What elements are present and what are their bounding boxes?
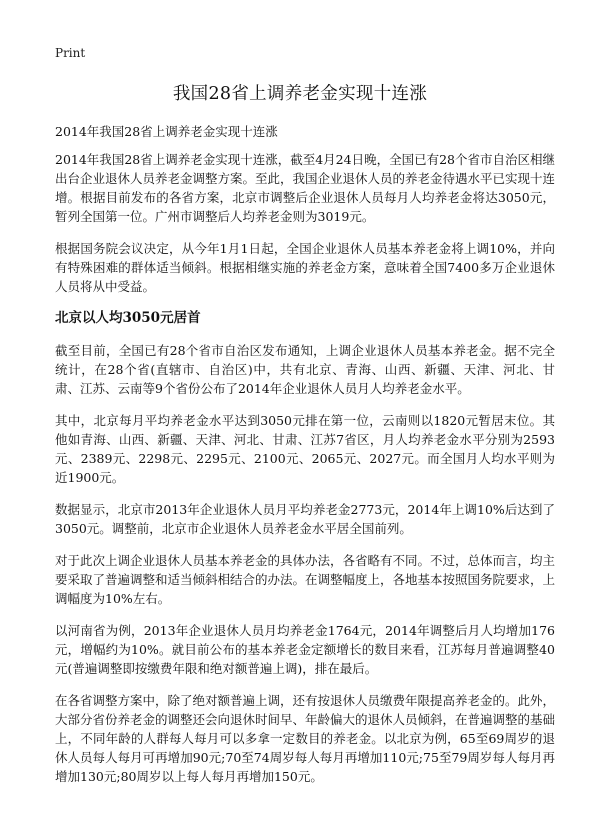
article-title: 我国28省上调养老金实现十连涨 xyxy=(172,84,428,104)
paragraph-section-6: 在各省调整方案中，除了绝对额普遍上调，还有按退休人员缴费年限提高养老金的。此外，大部分省份养老金的调整还会向退休时间早、年龄偏大的退休人员倾斜，在普遍调整的基础上，不同年龄的人群每人每月可以多拿一定数目的养老金。以北京为例，65至69周岁的退休人员每人每月可再增加90元;70至74周岁每人每月再增加110元;75至79周岁每人每月再增加130元;80周岁以上每人每月再增加150元。 xyxy=(55,693,556,784)
section-heading: 北京以人均3050元居首 xyxy=(55,310,201,326)
paragraph-section-3: 数据显示，北京市2013年企业退休人员月平均养老金2773元，2014年上调10%后达到了3050元。调整前，北京市企业退休人员养老金水平居全国前列。 xyxy=(55,502,555,536)
paragraph-section-2: 其中，北京每月平均养老金水平达到3050元排在第一位，云南则以1820元暂居末位。其他如青海、山西、新疆、天津、河北、甘肃、江苏7省区，月人均养老金水平分别为2593元、2389元、2298元、2295元、2100元、2065元、2027元。而全国月人均水平则为近1900元。 xyxy=(55,413,555,485)
paragraph-policy: 根据国务院会议决定，从今年1月1日起，全国企业退休人员基本养老金将上调10%，并向有特殊困难的群体适当倾斜。根据相继实施的养老金方案，意味着全国7400多万企业退休人员将从中受益。 xyxy=(55,241,555,294)
article-body xyxy=(55,150,555,799)
paragraph-intro: 2014年我国28省上调养老金实现十连涨，截至4月24日晚，全国已有28个省市自治区相继出台企业退休人员养老金调整方案。至此，我国企业退休人员的养老金待遇水平已实现十连增。根据目前发布的各省方案，北京市调整后企业退休人员每月人均养老金将达3050元，暂列全国第一位。广州市调整后人均养老金则为3019元。 xyxy=(55,152,556,224)
paragraph-section-1: 截至目前，全国已有28个省市自治区发布通知，上调企业退休人员基本养老金。据不完全统计，在28个省(直辖市、自治区)中，共有北京、青海、山西、新疆、天津、河北、甘肃、江苏、云南等9个省份公布了2014年企业退休人员月人均养老金水平。 xyxy=(55,343,555,396)
print-link[interactable]: Print xyxy=(55,46,86,60)
paragraph-section-5: 以河南省为例，2013年企业退休人员月均养老金1764元，2014年调整后月人均增加176元，增幅约为10%。就目前公布的基本养老金定额增长的数目来看，江苏每月普遍调整40元(普遍调整即按缴费年限和绝对额普遍上调)，排在最后。 xyxy=(55,623,555,676)
paragraph-section-4: 对于此次上调企业退休人员基本养老金的具体办法，各省略有不同。不过，总体而言，均主要采取了普遍调整和适当倾斜相结合的办法。在调整幅度上，各地基本按照国务院要求，上调幅度为10%左右。 xyxy=(55,553,556,606)
article-subtitle: 2014年我国28省上调养老金实现十连涨 xyxy=(55,124,278,139)
